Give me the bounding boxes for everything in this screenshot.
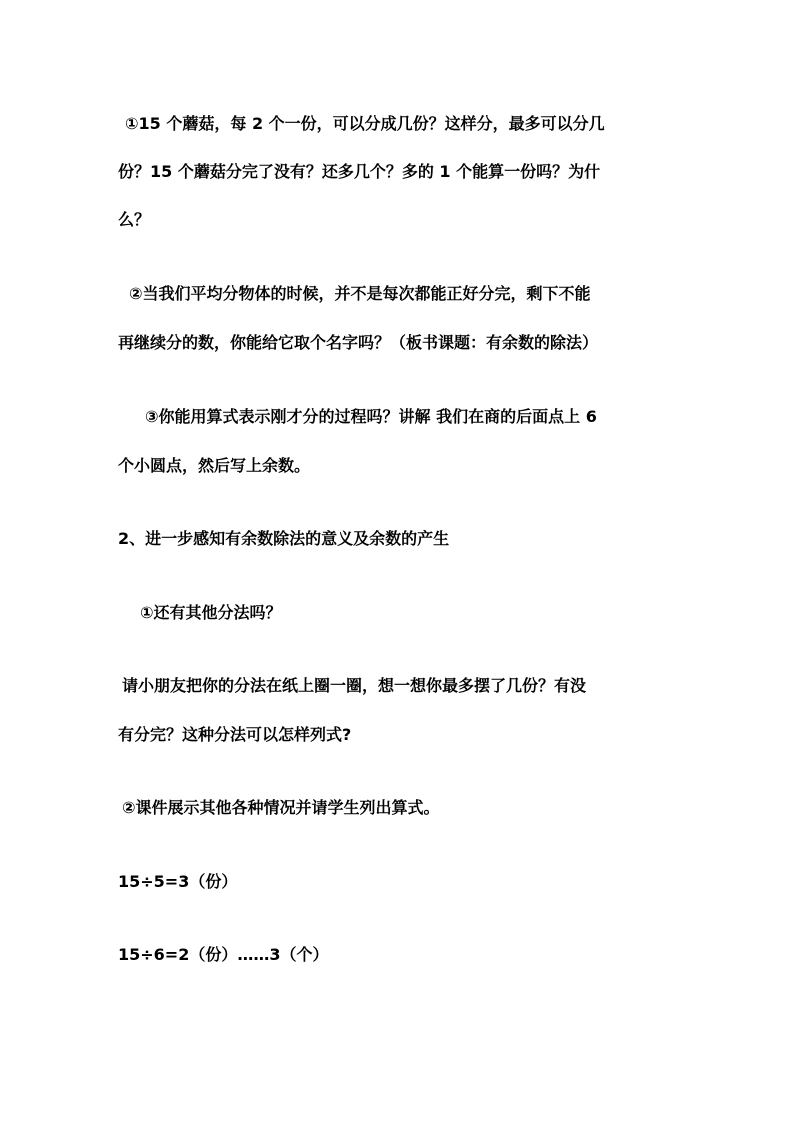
paragraph-line: ①还有其他分法吗？ [140, 603, 282, 622]
paragraph-line: 个小圆点，然后写上余数。 [118, 456, 311, 475]
section-heading: 2、进一步感知有余数除法的意义及余数的产生 [118, 529, 450, 548]
paragraph-line: 请小朋友把你的分法在纸上圈一圈，想一想你最多摆了几份？有没 [122, 676, 587, 695]
paragraph-line: 有分完？这种分法可以怎样列式? [118, 725, 352, 744]
equation-line: 15÷6=2（份）……3（个） [118, 945, 329, 964]
paragraph-line: 再继续分的数，你能给它取个名字吗？（板书课题：有余数的除法） [118, 333, 599, 352]
paragraph-line: ②课件展示其他各种情况并请学生列出算式。 [122, 798, 440, 817]
paragraph-line: 么？ [118, 210, 151, 229]
equation-line: 15÷5=3（份） [118, 872, 238, 891]
paragraph-line: ③你能用算式表示刚才分的过程吗？讲解 我们在商的后面点上 6 [145, 407, 597, 426]
paragraph-line: ①15 个蘑菇，每 2 个一份，可以分成几份？这样分，最多可以分几 [125, 114, 605, 133]
paragraph-line: 份？15 个蘑菇分完了没有？还多几个？多的 1 个能算一份吗？为什 [118, 162, 601, 181]
paragraph-line: ②当我们平均分物体的时候，并不是每次都能正好分完，剩下不能 [129, 284, 591, 303]
